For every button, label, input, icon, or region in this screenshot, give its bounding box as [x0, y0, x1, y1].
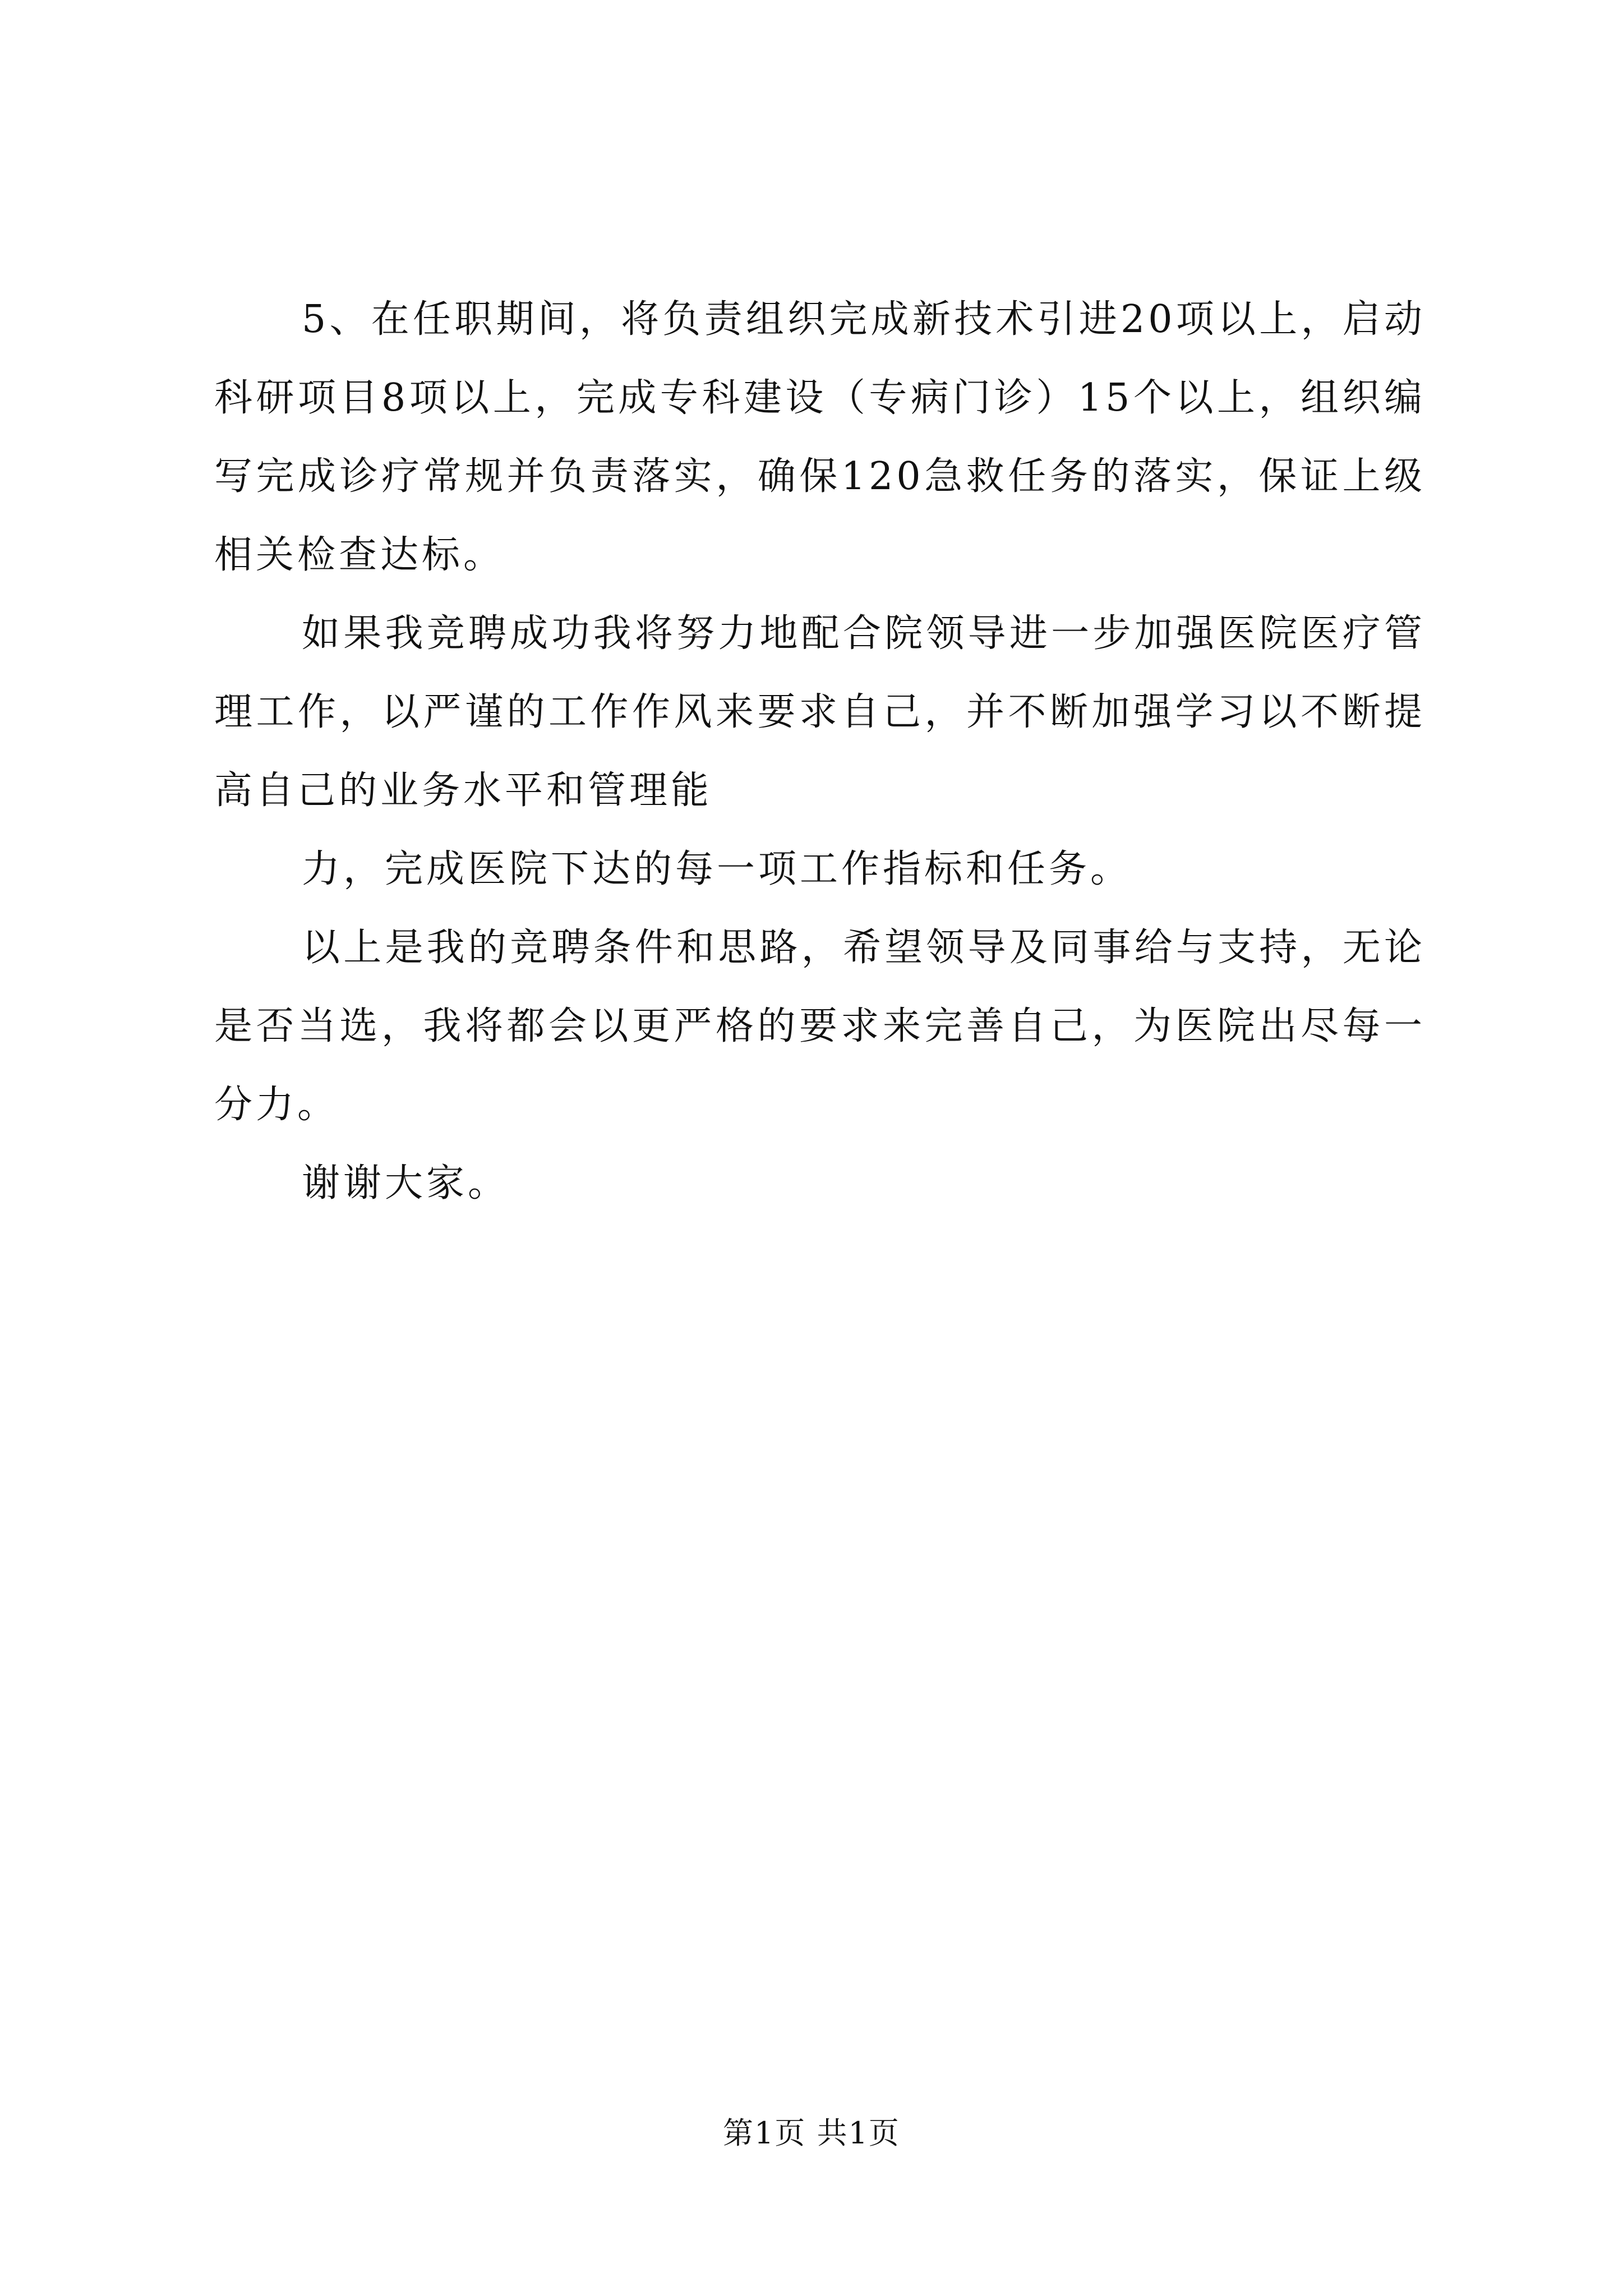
page-footer: 第1页 共1页	[723, 2115, 900, 2151]
paragraph-goals: 5、在任职期间，将负责组织完成新技术引进20项以上，启动科研项目8项以上，完成专科建设（专病门诊）15个以上，组织编写完成诊疗常规并负责落实，确保120急救任务的落实，保证上级相关检查达标。	[214, 297, 1426, 577]
paragraph-commitment: 如果我竞聘成功我将努力地配合院领导进一步加强医院医疗管理工作，以严谨的工作作风来要求自己，并不断加强学习以不断提高自己的业务水平和管理能	[214, 611, 1426, 813]
paragraph-closing: 以上是我的竞聘条件和思路，希望领导及同事给与支持，无论是否当选，我将都会以更严格的要求来完善自己，为医院出尽每一分力。	[214, 926, 1426, 1127]
paragraph-thanks: 谢谢大家。	[302, 1161, 510, 1205]
document-body	[214, 280, 1426, 1223]
paragraph-commitment-continued: 力，完成医院下达的每一项工作指标和任务。	[302, 847, 1132, 891]
